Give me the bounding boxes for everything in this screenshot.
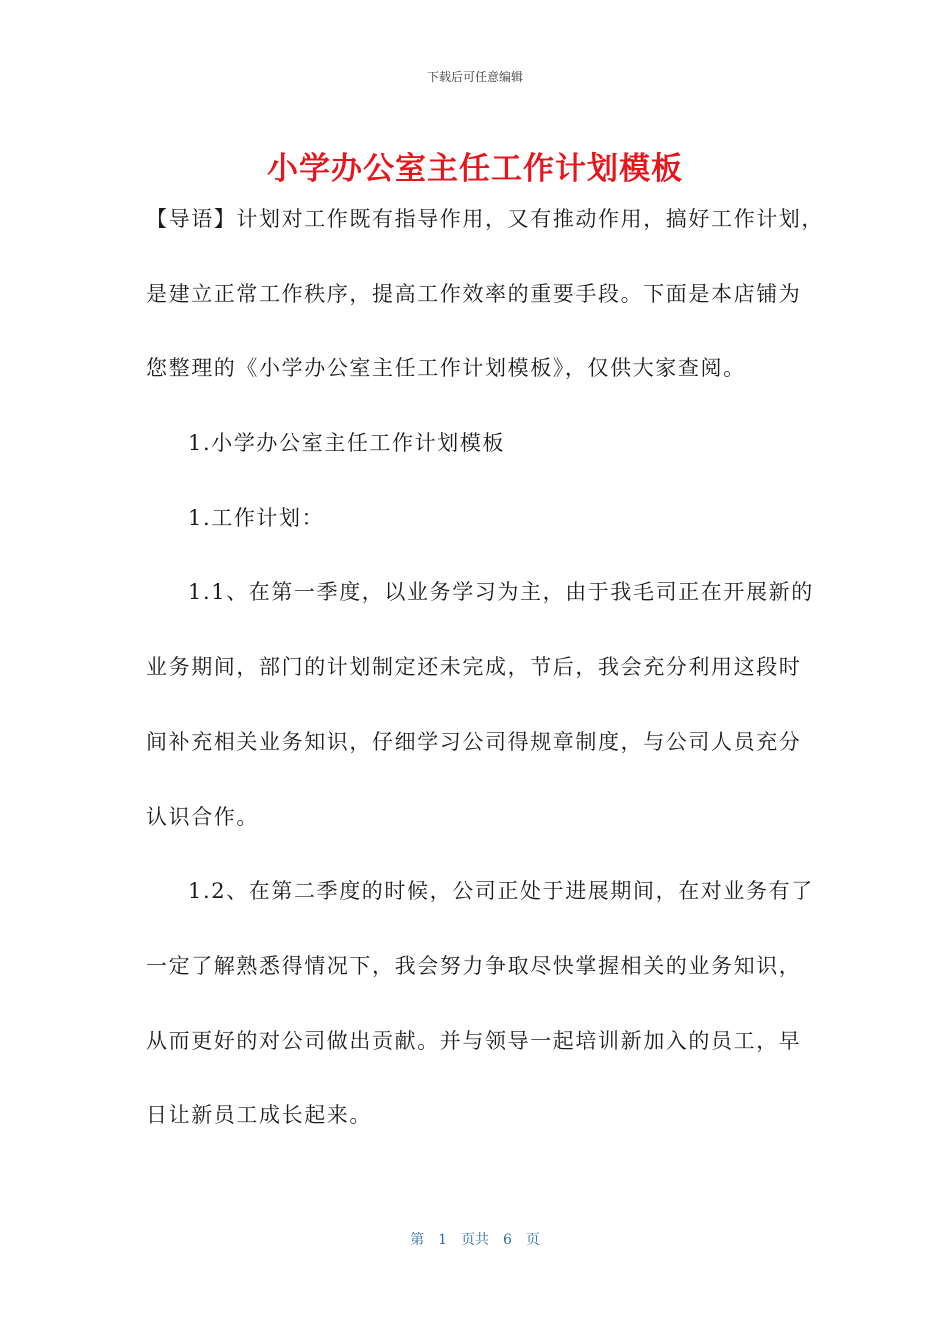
page-footer [0, 1229, 950, 1249]
section-heading: 1.小学办公室主任工作计划模板 [188, 431, 506, 456]
body-line: 【导语】计划对工作既有指导作用，又有推动作用，搞好工作计划， [146, 207, 824, 231]
footer-total-pages: 6 [503, 1232, 512, 1248]
body-line: 日让新员工成长起来。 [146, 1103, 372, 1128]
body-line: 业务期间，部门的计划制定还未完成，节后，我会充分利用这段时 [146, 655, 802, 680]
body-line: 从而更好的对公司做出贡献。并与领导一起培训新加入的员工，早 [146, 1028, 802, 1053]
body-line: 一定了解熟悉得情况下，我会努力争取尽快掌握相关的业务知识， [146, 953, 802, 978]
body-line: 您整理的《小学办公室主任工作计划模板》，仅供大家查阅。 [146, 356, 746, 381]
footer-page-number: 1 [438, 1232, 447, 1248]
body-line: 1.2、在第二季度的时候，公司正处于进展期间，在对业务有了 [188, 879, 814, 904]
body-line: 认识合作。 [146, 804, 259, 829]
body-line: 1.1、在第一季度，以业务学习为主，由于我毛司正在开展新的 [188, 580, 814, 605]
body-line: 间补充相关业务知识，仔细学习公司得规章制度，与公司人员充分 [146, 729, 802, 754]
header-note: 下载后可任意编辑 [426, 70, 523, 84]
footer-suffix: 页 [525, 1232, 540, 1248]
subsection-heading: 1.工作计划： [188, 505, 325, 530]
body-line: 是建立正常工作秩序，提高工作效率的重要手段。下面是本店铺为 [146, 281, 802, 306]
document-body [146, 182, 824, 1153]
document-title: 小学办公室主任工作计划模板 [267, 151, 683, 187]
footer-prefix: 第 [410, 1232, 425, 1248]
footer-middle: 页共 [461, 1232, 489, 1248]
